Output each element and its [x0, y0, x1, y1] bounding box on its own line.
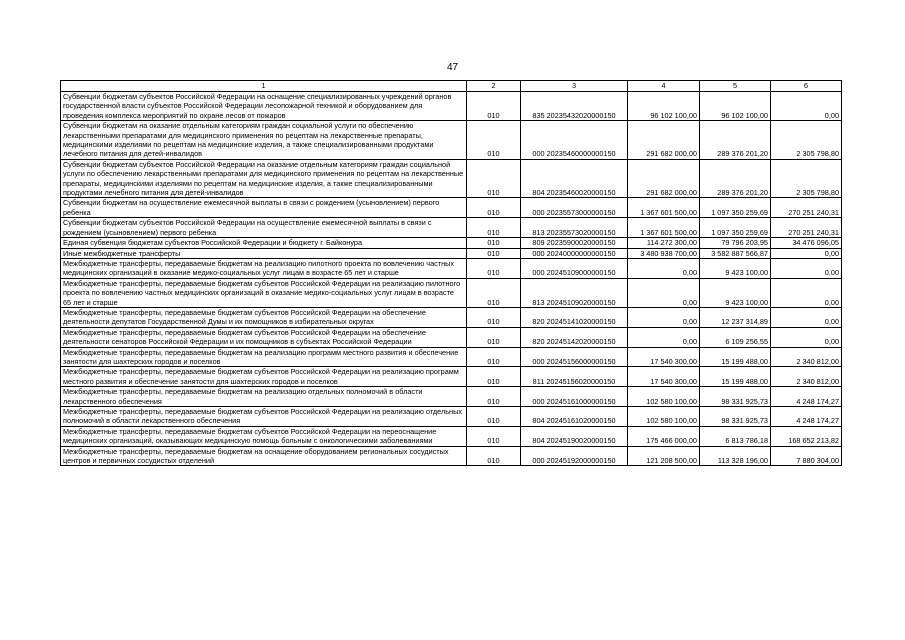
row-approved-cell: 102 580 100,00 [628, 407, 700, 427]
row-unexecuted-cell: 2 340 812,00 [771, 347, 842, 367]
row-executed-cell: 79 796 203,95 [700, 238, 771, 248]
row-approved-cell: 0,00 [628, 278, 700, 307]
row-approved-cell: 96 102 100,00 [628, 92, 700, 121]
table-row [61, 121, 842, 160]
row-name-cell: Иные межбюджетные трансферты [61, 248, 467, 258]
row-code-cell: 010 [467, 426, 521, 446]
table-row [61, 92, 842, 121]
row-approved-cell: 17 540 300,00 [628, 367, 700, 387]
row-kbk-cell: 809 20235900020000150 [521, 238, 628, 248]
row-unexecuted-cell: 34 476 096,05 [771, 238, 842, 248]
row-kbk-cell: 000 20235573000000150 [521, 198, 628, 218]
row-code-cell: 010 [467, 407, 521, 427]
row-name-cell: Субвенции бюджетам субъектов Российской Федерации на оказание отдельным категориям граждан социальной услуги по обеспечению лекарственными препаратами для медицинского применения по рецептам на лекарственные препараты, медицинскими изделиями по рецептам на медицинские изделия, а также специализированными продуктами лечебного питания для детей-инвалидов [61, 159, 467, 198]
row-kbk-cell: 835 20235432020000150 [521, 92, 628, 121]
row-code-cell: 010 [467, 198, 521, 218]
row-executed-cell: 289 376 201,20 [700, 159, 771, 198]
table-row [61, 248, 842, 258]
row-code-cell: 010 [467, 159, 521, 198]
row-name-cell: Межбюджетные трансферты, передаваемые бюджетам субъектов Российской Федерации на реализацию отдельных полномочий в области лекарственного обеспечения [61, 407, 467, 427]
row-name-cell: Межбюджетные трансферты, передаваемые бюджетам на реализацию пилотного проекта по вовлечению частных медицинских организаций в оказание медико-социальных услуг лицам в возрасте 65 лет и старше [61, 258, 467, 278]
row-unexecuted-cell: 0,00 [771, 327, 842, 347]
row-executed-cell: 1 097 350 259,69 [700, 218, 771, 238]
col-header-2: 2 [467, 81, 521, 92]
row-kbk-cell: 000 20235460000000150 [521, 121, 628, 160]
row-code-cell: 010 [467, 248, 521, 258]
row-kbk-cell: 804 20235460020000150 [521, 159, 628, 198]
row-approved-cell: 102 580 100,00 [628, 387, 700, 407]
row-approved-cell: 175 466 000,00 [628, 426, 700, 446]
table-row [61, 238, 842, 248]
row-unexecuted-cell: 270 251 240,31 [771, 218, 842, 238]
row-executed-cell: 98 331 925,73 [700, 407, 771, 427]
row-code-cell: 010 [467, 387, 521, 407]
row-executed-cell: 12 237 314,89 [700, 307, 771, 327]
row-unexecuted-cell: 2 305 798,80 [771, 121, 842, 160]
row-code-cell: 010 [467, 278, 521, 307]
row-kbk-cell: 000 20245161000000150 [521, 387, 628, 407]
row-kbk-cell: 000 20245192000000150 [521, 446, 628, 466]
row-kbk-cell: 000 20245109000000150 [521, 258, 628, 278]
row-kbk-cell: 804 20245161020000150 [521, 407, 628, 427]
row-name-cell: Единая субвенция бюджетам субъектов Российской Федерации и бюджету г. Байконура [61, 238, 467, 248]
row-unexecuted-cell: 0,00 [771, 278, 842, 307]
row-name-cell: Межбюджетные трансферты, передаваемые бюджетам на реализацию отдельных полномочий в области лекарственного обеспечения [61, 387, 467, 407]
row-unexecuted-cell: 0,00 [771, 92, 842, 121]
row-approved-cell: 0,00 [628, 258, 700, 278]
row-approved-cell: 291 682 000,00 [628, 159, 700, 198]
row-executed-cell: 96 102 100,00 [700, 92, 771, 121]
row-executed-cell: 9 423 100,00 [700, 258, 771, 278]
row-kbk-cell: 813 20245109020000150 [521, 278, 628, 307]
row-code-cell: 010 [467, 121, 521, 160]
row-name-cell: Субвенции бюджетам на осуществление ежемесячной выплаты в связи с рождением (усыновлением) первого ребенка [61, 198, 467, 218]
row-kbk-cell: 000 20245156000000150 [521, 347, 628, 367]
row-approved-cell: 0,00 [628, 327, 700, 347]
row-name-cell: Субвенции бюджетам субъектов Российской Федерации на осуществление ежемесячной выплаты в связи с рождением (усыновлением) первого ребенка [61, 218, 467, 238]
table-row [61, 367, 842, 387]
row-name-cell: Межбюджетные трансферты, передаваемые бюджетам на оснащение оборудованием региональных сосудистых центров и первичных сосудистых отделений [61, 446, 467, 466]
col-header-3: 3 [521, 81, 628, 92]
row-approved-cell: 0,00 [628, 307, 700, 327]
table-row [61, 278, 842, 307]
row-unexecuted-cell: 0,00 [771, 248, 842, 258]
row-unexecuted-cell: 0,00 [771, 258, 842, 278]
row-kbk-cell: 813 20235573020000150 [521, 218, 628, 238]
row-name-cell: Субвенции бюджетам на оказание отдельным категориям граждан социальной услуги по обеспечению лекарственными препаратами для медицинского применения по рецептам на лекарственные препараты, медицинскими изделиями по рецептам на медицинские изделия, а также специализированными продуктами лечебного питания для детей-инвалидов [61, 121, 467, 160]
row-approved-cell: 1 367 601 500,00 [628, 198, 700, 218]
row-executed-cell: 15 199 488,00 [700, 347, 771, 367]
row-code-cell: 010 [467, 92, 521, 121]
row-unexecuted-cell: 4 248 174,27 [771, 387, 842, 407]
col-header-5: 5 [700, 81, 771, 92]
row-unexecuted-cell: 7 880 304,00 [771, 446, 842, 466]
row-approved-cell: 114 272 300,00 [628, 238, 700, 248]
table-row [61, 198, 842, 218]
row-executed-cell: 3 582 887 566,87 [700, 248, 771, 258]
table-row [61, 159, 842, 198]
row-executed-cell: 113 328 196,00 [700, 446, 771, 466]
header-row [61, 81, 842, 92]
row-code-cell: 010 [467, 446, 521, 466]
row-name-cell: Субвенции бюджетам субъектов Российской Федерации на оснащение специализированных учреждений органов государственной власти субъектов Российской Федерации лесопожарной техникой и оборудованием для проведения комплекса мероприятий по охране лесов от пожаров [61, 92, 467, 121]
row-code-cell: 010 [467, 367, 521, 387]
row-kbk-cell: 820 20245142020000150 [521, 327, 628, 347]
row-approved-cell: 121 208 500,00 [628, 446, 700, 466]
row-executed-cell: 6 813 786,18 [700, 426, 771, 446]
row-approved-cell: 17 540 300,00 [628, 347, 700, 367]
row-executed-cell: 6 109 256,55 [700, 327, 771, 347]
row-kbk-cell: 820 20245141020000150 [521, 307, 628, 327]
row-executed-cell: 1 097 350 259,69 [700, 198, 771, 218]
row-unexecuted-cell: 0,00 [771, 307, 842, 327]
row-approved-cell: 291 682 000,00 [628, 121, 700, 160]
row-executed-cell: 15 199 488,00 [700, 367, 771, 387]
page-number: 47 [446, 62, 459, 73]
row-code-cell: 010 [467, 258, 521, 278]
table-row [61, 407, 842, 427]
row-kbk-cell: 804 20245190020000150 [521, 426, 628, 446]
table-row [61, 307, 842, 327]
row-unexecuted-cell: 168 652 213,82 [771, 426, 842, 446]
row-unexecuted-cell: 2 340 812,00 [771, 367, 842, 387]
table-row [61, 347, 842, 367]
table-row [61, 258, 842, 278]
row-name-cell: Межбюджетные трансферты, передаваемые бюджетам субъектов Российской Федерации на обеспечение деятельности депутатов Государственной Думы и их помощников в избирательных округах [61, 307, 467, 327]
row-name-cell: Межбюджетные трансферты, передаваемые бюджетам субъектов Российской Федерации на реализацию пилотного проекта по вовлечению частных медицинских организаций в оказание медико-социальных услуг лицам в возрасте 65 лет и старше [61, 278, 467, 307]
row-code-cell: 010 [467, 327, 521, 347]
row-unexecuted-cell: 270 251 240,31 [771, 198, 842, 218]
row-executed-cell: 289 376 201,20 [700, 121, 771, 160]
col-header-1: 1 [61, 81, 467, 92]
col-header-4: 4 [628, 81, 700, 92]
col-header-6: 6 [771, 81, 842, 92]
row-code-cell: 010 [467, 238, 521, 248]
row-unexecuted-cell: 2 305 798,80 [771, 159, 842, 198]
row-unexecuted-cell: 4 248 174,27 [771, 407, 842, 427]
row-executed-cell: 9 423 100,00 [700, 278, 771, 307]
table-row [61, 446, 842, 466]
table-row [61, 387, 842, 407]
row-approved-cell: 1 367 601 500,00 [628, 218, 700, 238]
budget-execution-table [60, 80, 842, 466]
row-executed-cell: 98 331 925,73 [700, 387, 771, 407]
row-code-cell: 010 [467, 218, 521, 238]
row-approved-cell: 3 480 938 700,00 [628, 248, 700, 258]
table-row [61, 218, 842, 238]
table-row [61, 426, 842, 446]
row-code-cell: 010 [467, 347, 521, 367]
row-name-cell: Межбюджетные трансферты, передаваемые бюджетам субъектов Российской Федерации на реализацию программ местного развития и обеспечение занятости для шахтерских городов и поселков [61, 367, 467, 387]
row-name-cell: Межбюджетные трансферты, передаваемые бюджетам субъектов Российской Федерации на обеспечение деятельности сенаторов Российской Федерации и их помощников в субъектах Российской Федерации [61, 327, 467, 347]
row-kbk-cell: 000 20240000000000150 [521, 248, 628, 258]
row-name-cell: Межбюджетные трансферты, передаваемые бюджетам на реализацию программ местного развития и обеспечение занятости для шахтерских городов и поселков [61, 347, 467, 367]
row-kbk-cell: 811 20245156020000150 [521, 367, 628, 387]
row-code-cell: 010 [467, 307, 521, 327]
row-name-cell: Межбюджетные трансферты, передаваемые бюджетам субъектов Российской Федерации на переоснащение медицинских организаций, оказывающих медицинскую помощь больным с онкологическими заболеваниями [61, 426, 467, 446]
table-row [61, 327, 842, 347]
